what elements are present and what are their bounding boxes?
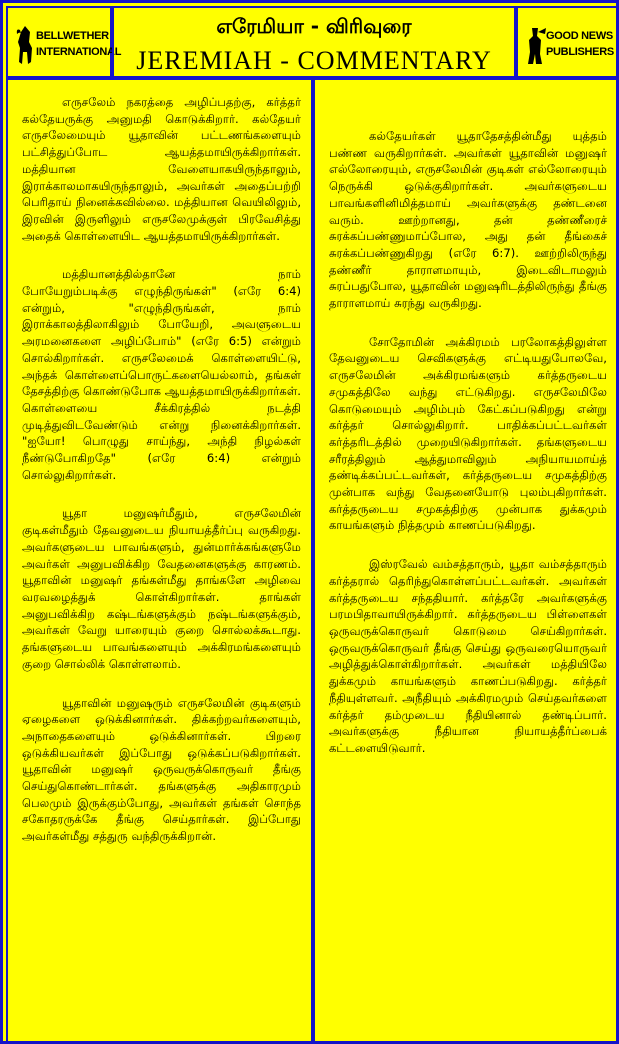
title-box [112, 6, 516, 78]
paragraph: கல்தேயர்கள் யூதாதேசத்தின்மீது யுத்தம் பண்ண வருகிறார்கள். அவர்கள் யூதாவின் மனுஷர் எல்லோரையும், எருசலேமின் குடிகள் எல்லோரையும் நெருக்கி ஒடுக்குகிறார்கள். அவர்களுடைய பாவங்களினிமித்தமாய் அவர்களுக்கு தண்டனை வரும். ஊற்றானது, தன் தண்ணீரைச் சுரக்கப்பண்ணுமாப்போல, அது தன் தீங்கைச் சுரக்கப்பண்ணுகிறது (எரே 6:7). ஊற்றிலிருந்து தண்ணீர் தாராளமாயும், இடைவிடாமலும் சுரப்பதுபோல, யூதாவின் மனுஷரிடத்திலிருந்து தீங்கு தாராளமாய் சுரந்து வருகிறது. [329, 129, 607, 311]
title-tamil: எரேமியா - விரிவுரை [216, 14, 412, 38]
paragraph: இஸ்ரவேல் வம்சத்தாரும், யூதா வம்சத்தாரும் கர்த்தரால் தெரிந்துகொள்ளப்பட்டவர்கள். அவர்கள் கர்த்தருடைய சந்ததியார். கர்த்தரே அவர்களுக்கு பரமபிதாவாயிருக்கிறார். கர்த்தருடைய பிள்ளைகள் ஒருவருக்கொருவர் கொடுமை செய்கிறார்கள். ஒருவருக்கொருவர் தீங்கு செய்து ஒருவரையொருவர் அழித்துக்கொள்கிறார்கள். அவர்கள் மத்தியிலே துக்கமும் காயங்களும் காணப்படுகிறது. கர்த்தர் நீதியுள்ளவர். அநீதியும் அக்கிரமமும் செய்தவர்களை கர்த்தர் தம்முடைய நீதியினால் தண்டிப்பார். அவர்களுக்கு நீதியான நியாயத்தீர்ப்பைக் கட்டளையிடுவார். [329, 557, 607, 755]
bellwether-sheep-icon [14, 24, 36, 66]
paragraph: யூதாவின் மனுஷரும் எருசலேமின் குடிகளும் ஏழைகளை ஒடுக்கினார்கள். திக்கற்றவர்களையும், அநாதைகளையும் ஒடுக்கினார்கள். பிறரை ஒடுக்கியவர்கள் இப்போது ஒடுக்கப்படுகிறார்கள். யூதாவின் மனுஷர் ஒருவருக்கொருவர் தீங்கு செய்துகொண்டார்கள். தங்களுக்கு அதிகாரமும் பெலமும் இருக்கும்போது, அவர்கள் தங்கள் சொந்த சகோதரருக்கே தீங்கு செய்தார்கள். இப்போது அவர்கள்மீது சத்துரு வந்திருக்கிறான். [22, 695, 301, 844]
good-news-logo [524, 18, 616, 70]
left-logo-box [6, 6, 122, 78]
paragraph: யூதா மனுஷர்மீதும், எருசலேமின் குடிகள்மீதும் தேவனுடைய நியாயத்தீர்ப்பு வருகிறது. அவர்களுடைய பாவங்களும், துன்மார்க்கங்களுமே அவர்கள் அனுபவிக்கிற வேதனைகளுக்கு காரணம். யூதாவின் மனுஷர் தங்கள்மீது தாங்களே அழிவை வரவழைத்துக் கொள்கிறார்கள். தாங்கள் அனுபவிக்கிற கஷ்டங்களுக்கும் நஷ்டங்களுக்கும், அவர்கள் வேறு யாரையும் குறை சொல்லக்கூடாது. தங்களுடைய பாவங்களையும் அக்கிரமங்களையும் குறை சொல்லிக் கொள்ளலாம். [22, 506, 301, 671]
bellwether-logo [14, 18, 122, 70]
right-column [313, 78, 619, 1044]
bellwether-logo-text: BELLWETHER INTERNATIONAL [36, 30, 122, 58]
commentary-body [6, 78, 619, 1044]
good-news-logo-text: GOOD NEWS PUBLISHERS [546, 30, 614, 58]
paragraph: சோதோமின் அக்கிரமம் பரலோகத்திலுள்ள தேவனுடைய செவிகளுக்கு எட்டியதுபோலவே, எருசலேமின் அக்கிரமங்களும் கர்த்தருடைய சமுகத்திலே வந்து எட்டுகிறது. எருசலேமிலே கொடுமையும் அழிம்பும் கேட்கப்படுகிறது என்று கர்த்தர் சொல்லுகிறார். பாதிக்கப்பட்டவர்கள் கர்த்தரிடத்தில் முறையிடுகிறார்கள். தங்களுடைய சரீரத்திலும் ஆத்துமாவிலும் அநியாயமாய்த் தண்டிக்கப்பட்டவர்கள், கர்த்தருடைய சமுகத்திற்கு முன்பாக வந்து வேதனையோடு புலம்புகிறார்கள். கர்த்தருடைய சமுகத்திற்கு முன்பாக துக்கமும் காயங்களும் நித்தமும் காணப்படுகிறது. [329, 334, 607, 533]
left-column [6, 78, 313, 1044]
page-header [6, 6, 619, 78]
title-english: JEREMIAH - COMMENTARY [136, 46, 492, 75]
paragraph: எருசலேம் நகரத்தை அழிப்பதற்கு, கர்த்தர் கல்தேயருக்கு அனுமதி கொடுக்கிறார். கல்தேயர் எருசலேமையும் யூதாவின் பட்டணங்களையும் பட்சித்துப்போட ஆயத்தமாயிருக்கிறார்கள். மத்தியான வேளையாகயிருந்தாலும், இராக்காலமாகயிருந்தாலும், அவர்கள் அதைப்பற்றி பெரிதாய் நினைக்கவில்லை. மத்தியான வெயிலிலும், இரவின் இருளிலும் எருசலேமுக்குள் பிரவேசித்து அதைக் கொள்ளையிட ஆயத்தமாயிருக்கிறார்கள். [22, 95, 301, 243]
right-logo-box [516, 6, 619, 78]
paragraph: மத்தியானத்தில்தானே நாம் போயேறும்படிக்கு எழுந்திருங்கள்" (எரே 6:4) என்றும், "எழுந்திருங்கள், நாம் இராக்காலத்திலாகிலும் போயேறி, அவளுடைய அரமனைகளை அழிப்போம்" (எரே 6:5) என்றும் சொல்கிறார்கள். எருசலேமைக் கொள்ளையிட்டு, அந்தக் கொள்ளைப்பொருட்களையெல்லாம், தங்கள் தேசத்திற்கு கொண்டுபோக ஆயத்தமாயிருக்கிறார்கள். கொள்ளையை சீக்கிரத்தில் நடத்தி முடித்துவிடவேண்டும் என்று நினைக்கிறார்கள். "ஐயோ! பொழுது சாய்ந்து, அந்தி நிழல்கள் நீண்டுபோகிறதே" (எரே 6:4) என்றும் சொல்லுகிறார்கள். [22, 267, 301, 482]
good-news-herald-icon [524, 24, 546, 66]
